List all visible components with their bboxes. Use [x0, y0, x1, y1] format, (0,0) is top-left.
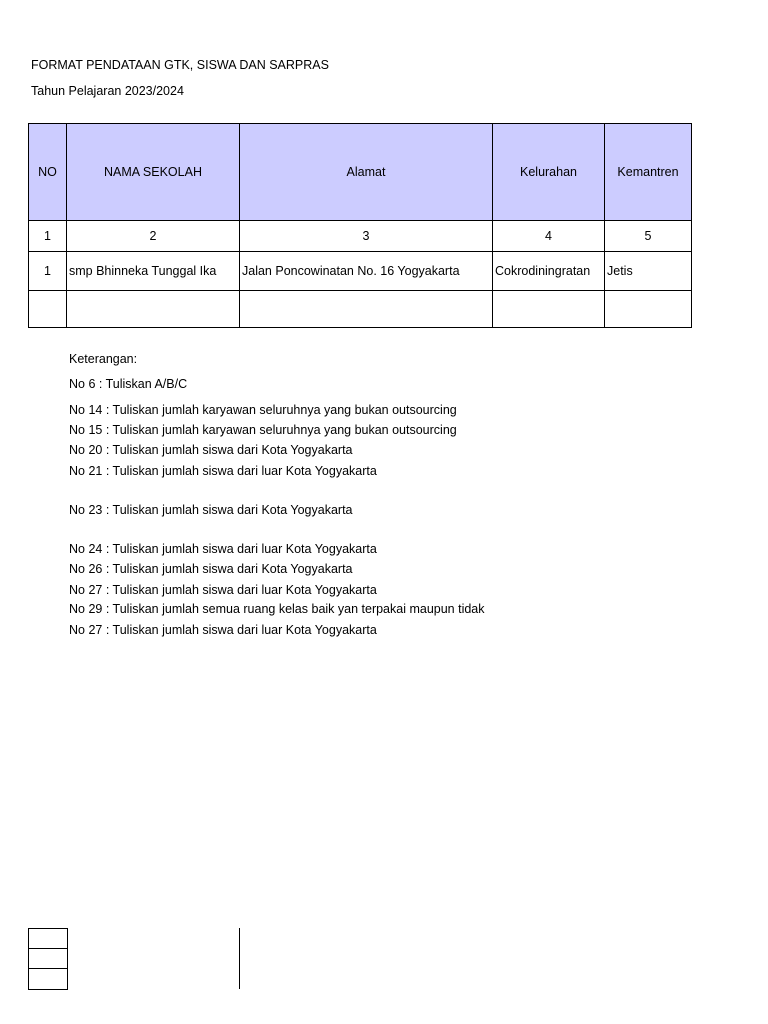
column-header-kemantren: Kemantren: [605, 124, 692, 221]
empty-cell[interactable]: [29, 291, 67, 328]
column-header-nama-sekolah: NAMA SEKOLAH: [67, 124, 240, 221]
column-header-alamat: Alamat: [240, 124, 493, 221]
column-number-row: [29, 221, 692, 252]
school-data-table: [28, 123, 692, 328]
note-item: No 21 : Tuliskan jumlah siswa dari luar Kota Yogyakarta: [69, 464, 377, 478]
note-item: No 14 : Tuliskan jumlah karyawan seluruhnya yang bukan outsourcing: [69, 403, 457, 417]
empty-cell[interactable]: [605, 291, 692, 328]
column-number: 2: [67, 221, 240, 252]
cell-alamat[interactable]: Jalan Poncowinatan No. 16 Yogyakarta: [240, 252, 493, 291]
empty-cell[interactable]: [493, 291, 605, 328]
note-item: No 29 : Tuliskan jumlah semua ruang kelas baik yan terpakai maupun tidak: [69, 602, 485, 616]
table-fragment-divider: [239, 928, 240, 989]
column-number: 4: [493, 221, 605, 252]
document-subtitle: Tahun Pelajaran 2023/2024: [31, 84, 184, 98]
notes-heading: Keterangan:: [69, 352, 138, 366]
note-item: No 27 : Tuliskan jumlah siswa dari luar Kota Yogyakarta: [69, 623, 377, 637]
note-item: No 15 : Tuliskan jumlah karyawan seluruhnya yang bukan outsourcing: [69, 423, 457, 437]
note-item: No 24 : Tuliskan jumlah siswa dari luar Kota Yogyakarta: [69, 542, 377, 556]
table-fragment-cell: [28, 968, 68, 990]
cell-kemantren[interactable]: Jetis: [605, 252, 692, 291]
cell-no[interactable]: 1: [29, 252, 67, 291]
column-header-no: NO: [29, 124, 67, 221]
cell-kelurahan[interactable]: Cokrodiningratan: [493, 252, 605, 291]
table-fragment-cell: [28, 928, 68, 948]
table-row-empty: [29, 291, 692, 328]
note-item: No 23 : Tuliskan jumlah siswa dari Kota Yogyakarta: [69, 503, 353, 517]
table-header-row: [29, 124, 692, 221]
note-item: No 20 : Tuliskan jumlah siswa dari Kota Yogyakarta: [69, 443, 353, 457]
column-number: 5: [605, 221, 692, 252]
note-item: No 26 : Tuliskan jumlah siswa dari Kota Yogyakarta: [69, 562, 353, 576]
column-number: 3: [240, 221, 493, 252]
table-fragment-cell: [28, 948, 68, 969]
cell-nama-sekolah[interactable]: smp Bhinneka Tunggal Ika: [67, 252, 240, 291]
empty-cell[interactable]: [240, 291, 493, 328]
column-number: 1: [29, 221, 67, 252]
empty-cell[interactable]: [67, 291, 240, 328]
document-title: FORMAT PENDATAAN GTK, SISWA DAN SARPRAS: [31, 58, 329, 72]
column-header-kelurahan: Kelurahan: [493, 124, 605, 221]
table-row: [29, 252, 692, 291]
note-item: No 6 : Tuliskan A/B/C: [69, 377, 188, 391]
note-item: No 27 : Tuliskan jumlah siswa dari luar Kota Yogyakarta: [69, 583, 377, 597]
